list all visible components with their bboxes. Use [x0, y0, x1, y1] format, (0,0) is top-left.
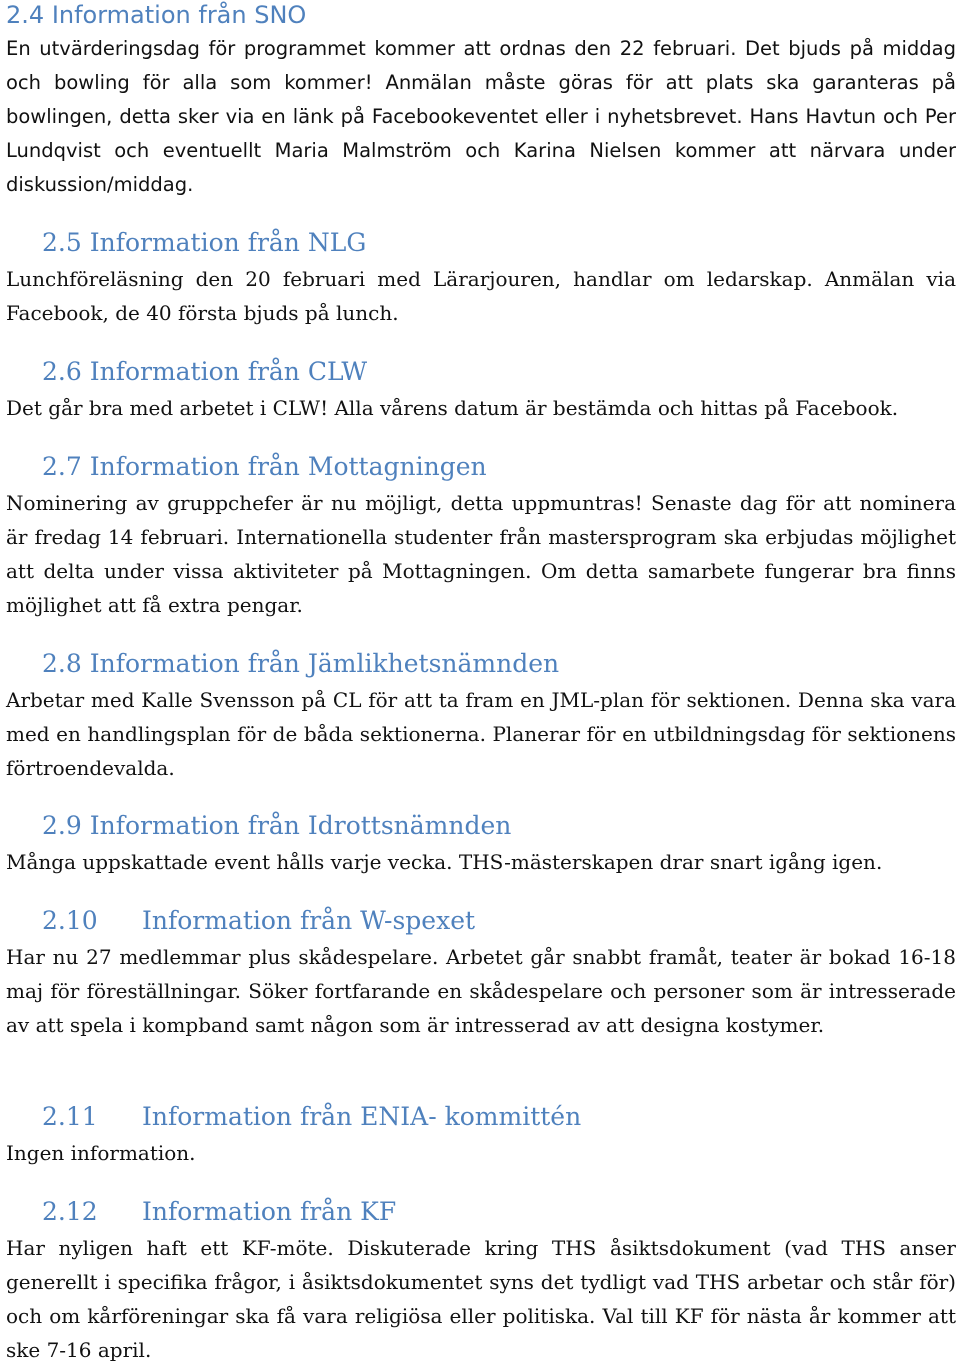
section-clw [6, 357, 956, 425]
section-jamlikhetsnamnden [6, 649, 956, 785]
section-number: 2.6 [42, 357, 82, 386]
section-kf [6, 1197, 956, 1367]
section-mottagningen [6, 452, 956, 622]
section-title: Information från CLW [89, 357, 368, 386]
section-title: Information från NLG [89, 228, 367, 257]
section-number: 2.9 [42, 811, 82, 840]
section-body: Nominering av gruppchefer är nu möjligt, detta uppmuntras! Senaste dag för att nominera är fredag 14 februari. Internationella studenter från mastersprogram ska erbjudas möjlighet att delta under vissa aktiviteter på Mottagningen. Om detta samarbete fungerar bra finns möjlighet att få extra pengar. [6, 491, 956, 617]
section-heading [6, 906, 956, 936]
section-body: Har nyligen haft ett KF-möte. Diskuterade kring THS åsiktsdokument (vad THS anser generellt i specifika frågor, i åsiktsdokumentet syns det tydligt vad THS arbetar och står för) och om kårföreningar ska få vara religiösa eller politiska. Val till KF för nästa år kommer att ske 7-16 april. [6, 1236, 956, 1362]
section-body: Lunchföreläsning den 20 februari med Lärarjouren, handlar om ledarskap. Anmälan via Facebook, de 40 första bjuds på lunch. [6, 267, 956, 325]
section-sno [6, 0, 956, 202]
section-heading [6, 1197, 956, 1227]
section-title: Information från Jämlikhetsnämnden [89, 649, 560, 678]
section-number: 2.10 [42, 906, 98, 935]
section-enia-kommitten [6, 1102, 956, 1170]
section-heading [6, 357, 956, 387]
section-heading [6, 649, 956, 679]
section-idrottsnamnden [6, 811, 956, 879]
section-title: Information från Mottagningen [89, 452, 487, 481]
section-heading [6, 811, 956, 841]
section-title: Information från SNO [51, 1, 307, 29]
section-title: Information från KF [142, 1197, 397, 1226]
section-number: 2.12 [42, 1197, 98, 1226]
section-title: Information från ENIA- kommittén [142, 1102, 582, 1131]
section-body: Det går bra med arbetet i CLW! Alla vårens datum är bestämda och hittas på Facebook. [6, 396, 899, 420]
section-heading [6, 452, 956, 482]
section-w-spexet [6, 906, 956, 1042]
section-number: 2.5 [42, 228, 82, 257]
section-number: 2.4 [6, 1, 45, 29]
section-title: Information från W-spexet [142, 906, 476, 935]
section-body: Många uppskattade event hålls varje vecka. THS-mästerskapen drar snart igång igen. [6, 850, 883, 874]
section-body: Ingen information. [6, 1141, 196, 1165]
section-heading [6, 1102, 956, 1132]
section-nlg [6, 228, 956, 330]
section-body: Har nu 27 medlemmar plus skådespelare. Arbetet går snabbt framåt, teater är bokad 16-18 maj för föreställningar. Söker fortfarande en skådespelare och personer som är intresserade av att spela i kompband samt någon som är intresserad av att designa kostymer. [6, 945, 956, 1037]
section-body: En utvärderingsdag för programmet kommer att ordnas den 22 februari. Det bjuds på middag och bowling för alla som kommer! Anmälan måste göras för att plats ska garanteras på bowlingen, detta sker via en länk på Facebookeventet eller i nyhetsbrevet. Hans Havtun och Per Lundqvist och eventuellt Maria Malmström och Karina Nielsen kommer att närvara under diskussion/middag. [6, 37, 956, 196]
section-number: 2.8 [42, 649, 82, 678]
section-body: Arbetar med Kalle Svensson på CL för att ta fram en JML-plan för sektionen. Denna ska vara med en handlingsplan för de båda sektionerna. Planerar för en utbildningsdag för sektionens förtroendevalda. [6, 688, 956, 780]
section-heading [6, 0, 956, 30]
section-heading [6, 228, 956, 258]
section-number: 2.11 [42, 1102, 98, 1131]
section-title: Information från Idrottsnämnden [89, 811, 512, 840]
section-number: 2.7 [42, 452, 82, 481]
